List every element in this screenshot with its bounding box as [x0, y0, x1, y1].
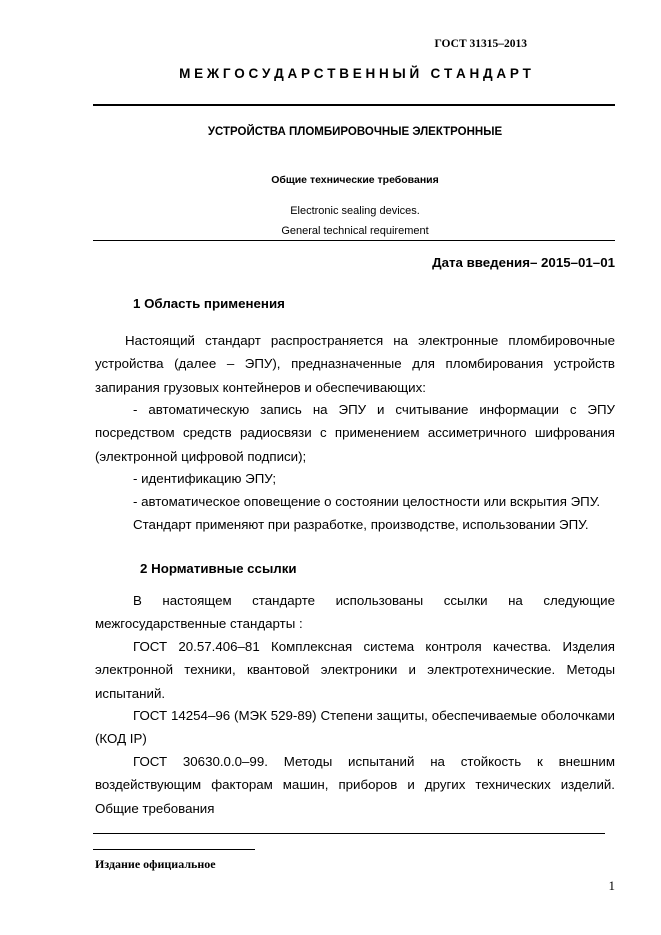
document-number: ГОСТ 31315–2013 — [434, 38, 527, 50]
section-2-heading: 2 Нормативные ссылки — [140, 561, 297, 576]
standard-type-title: М Е Ж Г О С У Д А Р С Т В Е Н Н Ы Й С Т А Н Д А Р Т — [179, 66, 531, 81]
reference-gost-20-57-406: ГОСТ 20.57.406–81 Комплексная система контроля качества. Изделия электронной техники, квантовой электроники и электротехнические. Методы испытаний. — [95, 639, 615, 701]
document-subtitle: Общие технические требования — [271, 174, 439, 186]
section-1-item-1: - автоматическую запись на ЭПУ и считывание информации с ЭПУ посредством средств радиосвязи с применением ассиметричного шифрования (электронной цифровой подписи); — [95, 402, 615, 464]
header-rule — [93, 104, 615, 106]
page-number: 1 — [608, 878, 615, 893]
official-edition-label: Издание официальное — [95, 857, 216, 871]
reference-gost-30630: ГОСТ 30630.0.0–99. Методы испытаний на стойкость к внешним воздействующим факторам машин, приборов и других технических изделий. Общие требования — [95, 754, 615, 816]
section-1-paragraph-2: Стандарт применяют при разработке, производстве, использовании ЭПУ. — [133, 517, 589, 532]
footer-rule-long — [93, 833, 605, 834]
english-title-line-1: Electronic sealing devices. — [290, 205, 420, 217]
introduction-date: Дата введения– 2015–01–01 — [432, 255, 615, 270]
footer-rule-short — [93, 849, 255, 850]
english-title-line-2: General technical requirement — [281, 225, 429, 237]
section-1-item-3: - автоматическое оповещение о состоянии целостности или вскрытия ЭПУ. — [133, 494, 601, 509]
document-title: УСТРОЙСТВА ПЛОМБИРОВОЧНЫЕ ЭЛЕКТРОННЫЕ — [207, 126, 503, 138]
reference-gost-14254: ГОСТ 14254–96 (МЭК 529-89) Степени защиты, обеспечиваемые оболочками (КОД IP) — [95, 708, 615, 747]
section-1-paragraph-1: Настоящий стандарт распространяется на электронные пломбировочные устройства (далее – ЭПУ), предназначенные для пломбирования устройств запирания грузовых контейнеров и обеспечивающих: — [95, 333, 615, 395]
title-rule — [93, 240, 615, 241]
section-2-paragraph-1: В настоящем стандарте использованы ссылки на следующие межгосударственные стандарты : — [95, 593, 615, 632]
section-1-heading: 1 Область применения — [133, 296, 285, 311]
section-1-item-2: - идентификацию ЭПУ; — [133, 471, 277, 486]
